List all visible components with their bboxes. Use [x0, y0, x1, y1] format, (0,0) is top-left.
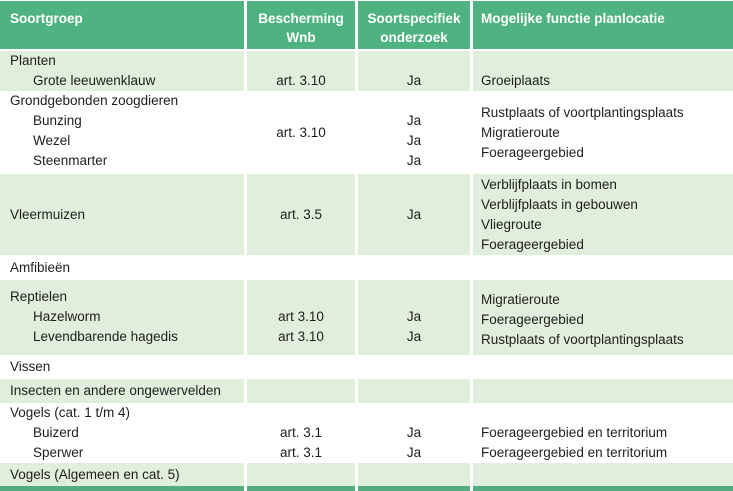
- text-line: Ja: [406, 133, 422, 148]
- table-row-vogels-cat-1-tm-4: [0, 403, 733, 463]
- text-line: Planten: [10, 53, 56, 68]
- bottom-border-segment: [473, 486, 733, 491]
- planten-col3: [358, 51, 470, 91]
- grondgebonden-zoogdieren-col4: [473, 91, 733, 174]
- text-line: Foerageergebied: [481, 144, 584, 160]
- planten-col1: [0, 51, 244, 91]
- text-line: Ja: [406, 113, 422, 128]
- table-row-grondgebonden-zoogdieren: [0, 91, 733, 174]
- table-row-amfibieen: [0, 255, 733, 280]
- text-line: Rustplaats of voortplantingsplaats: [481, 331, 684, 347]
- insecten-en-andere-ongewervelden-col2: [247, 379, 355, 403]
- vogels-cat-1-tm-4-col4: [473, 403, 733, 463]
- text-line: Buizerd: [33, 425, 79, 440]
- text-line: Ja: [406, 206, 422, 222]
- vogels-cat-1-tm-4-col1: [0, 403, 244, 463]
- text-line: Ja: [406, 309, 422, 324]
- reptielen-col4: [473, 280, 733, 355]
- amfibieen-col3: [358, 255, 470, 280]
- insecten-en-andere-ongewervelden-col4: [473, 379, 733, 403]
- vogels-cat-1-tm-4-col2: [247, 403, 355, 463]
- vogels-cat-1-tm-4-col3: [358, 403, 470, 463]
- text-line: Foerageergebied en territorium: [481, 425, 668, 440]
- table-row-vissen: [0, 355, 733, 379]
- text-line: [481, 51, 733, 71]
- text-line: Sperwer: [33, 445, 84, 460]
- text-line: Ja: [406, 425, 422, 440]
- table-row-reptielen: [0, 280, 733, 355]
- planten-col4: [473, 51, 733, 91]
- text-line: [358, 91, 470, 111]
- text-line: art. 3.1: [279, 425, 323, 440]
- text-line: Ja: [406, 73, 422, 88]
- text-line: [358, 403, 470, 423]
- text-line: Foerageergebied: [481, 311, 584, 327]
- text-line: Verblijfplaats in gebouwen: [481, 196, 638, 212]
- header-bescherming-wnb: Bescherming Wnb: [247, 1, 355, 49]
- vissen-col2: [247, 355, 355, 379]
- vogels-algemeen-en-cat-5-col1: [0, 463, 244, 486]
- text-line: Levendbarende hagedis: [33, 329, 178, 344]
- text-line: Migratieroute: [481, 124, 560, 140]
- vissen-col1: [0, 355, 244, 379]
- text-line: Amfibieën: [10, 259, 71, 275]
- bottom-border-segment: [358, 486, 470, 491]
- vleermuizen-col2: [247, 174, 355, 255]
- text-line: Foerageergebied en territorium: [481, 445, 668, 460]
- vissen-col3: [358, 355, 470, 379]
- reptielen-col3: [358, 280, 470, 355]
- vogels-algemeen-en-cat-5-col3: [358, 463, 470, 486]
- text-line: Grote leeuwenklauw: [33, 73, 156, 88]
- text-line: Vissen: [10, 359, 51, 374]
- vleermuizen-col4: [473, 174, 733, 255]
- text-line: Insecten en andere ongewervelden: [10, 383, 221, 398]
- planten-col2: [247, 51, 355, 91]
- amfibieen-col4: [473, 255, 733, 280]
- table-header-row: [0, 1, 733, 49]
- grondgebonden-zoogdieren-col2: [247, 91, 355, 174]
- text-line: Groeiplaats: [481, 73, 551, 88]
- text-line: Foerageergebied: [481, 236, 584, 252]
- text-line: art. 3.1: [279, 445, 323, 460]
- text-line: art 3.10: [278, 309, 324, 324]
- amfibieen-col1: [0, 255, 244, 280]
- vleermuizen-col3: [358, 174, 470, 255]
- insecten-en-andere-ongewervelden-col3: [358, 379, 470, 403]
- text-line: art 3.10: [278, 329, 324, 344]
- vogels-algemeen-en-cat-5-col4: [473, 463, 733, 486]
- grondgebonden-zoogdieren-col3: [358, 91, 470, 174]
- text-line: Steenmarter: [33, 153, 108, 168]
- text-line: [481, 403, 733, 423]
- header-mogelijke-functie-planlocatie: Mogelijke functie planlocatie: [473, 1, 733, 49]
- header-soortspecifiek-onderzoek: Soortspecifiek onderzoek: [358, 1, 470, 49]
- text-line: Vliegroute: [481, 216, 542, 232]
- text-line: art. 3.5: [279, 206, 323, 222]
- grondgebonden-zoogdieren-col1: [0, 91, 244, 174]
- table-row-insecten-en-andere-ongewervelden: [0, 379, 733, 403]
- text-line: Wezel: [33, 133, 71, 148]
- text-line: Grondgebonden zoogdieren: [10, 93, 179, 108]
- text-line: Rustplaats of voortplantingsplaats: [481, 104, 684, 120]
- table-row-planten: [0, 51, 733, 91]
- reptielen-col1: [0, 280, 244, 355]
- text-line: Hazelworm: [33, 309, 101, 324]
- text-line: Vogels (cat. 1 t/m 4): [10, 405, 131, 420]
- text-line: [358, 287, 470, 307]
- header-soortgroep: Soortgroep: [0, 1, 244, 49]
- table-row-vogels-algemeen-en-cat-5: [0, 463, 733, 486]
- bottom-border-segment: [0, 486, 244, 491]
- text-line: Reptielen: [10, 289, 68, 304]
- table-row-vleermuizen: [0, 174, 733, 255]
- table-bottom-border: [0, 486, 733, 491]
- text-line: [358, 51, 470, 71]
- insecten-en-andere-ongewervelden-col1: [0, 379, 244, 403]
- vogels-algemeen-en-cat-5-col2: [247, 463, 355, 486]
- text-line: Vleermuizen: [10, 206, 86, 222]
- table-body: [0, 51, 733, 486]
- text-line: [247, 287, 355, 307]
- text-line: Ja: [406, 329, 422, 344]
- text-line: [247, 403, 355, 423]
- text-line: art. 3.10: [276, 124, 326, 140]
- bottom-border-segment: [247, 486, 355, 491]
- text-line: art. 3.10: [276, 73, 326, 88]
- vissen-col4: [473, 355, 733, 379]
- text-line: [247, 51, 355, 71]
- vleermuizen-col1: [0, 174, 244, 255]
- text-line: Verblijfplaats in bomen: [481, 176, 617, 192]
- reptielen-col2: [247, 280, 355, 355]
- text-line: Bunzing: [33, 113, 82, 128]
- text-line: Vogels (Algemeen en cat. 5): [10, 466, 180, 482]
- text-line: Ja: [406, 445, 422, 460]
- text-line: Ja: [406, 153, 422, 168]
- text-line: Migratieroute: [481, 291, 560, 307]
- amfibieen-col2: [247, 255, 355, 280]
